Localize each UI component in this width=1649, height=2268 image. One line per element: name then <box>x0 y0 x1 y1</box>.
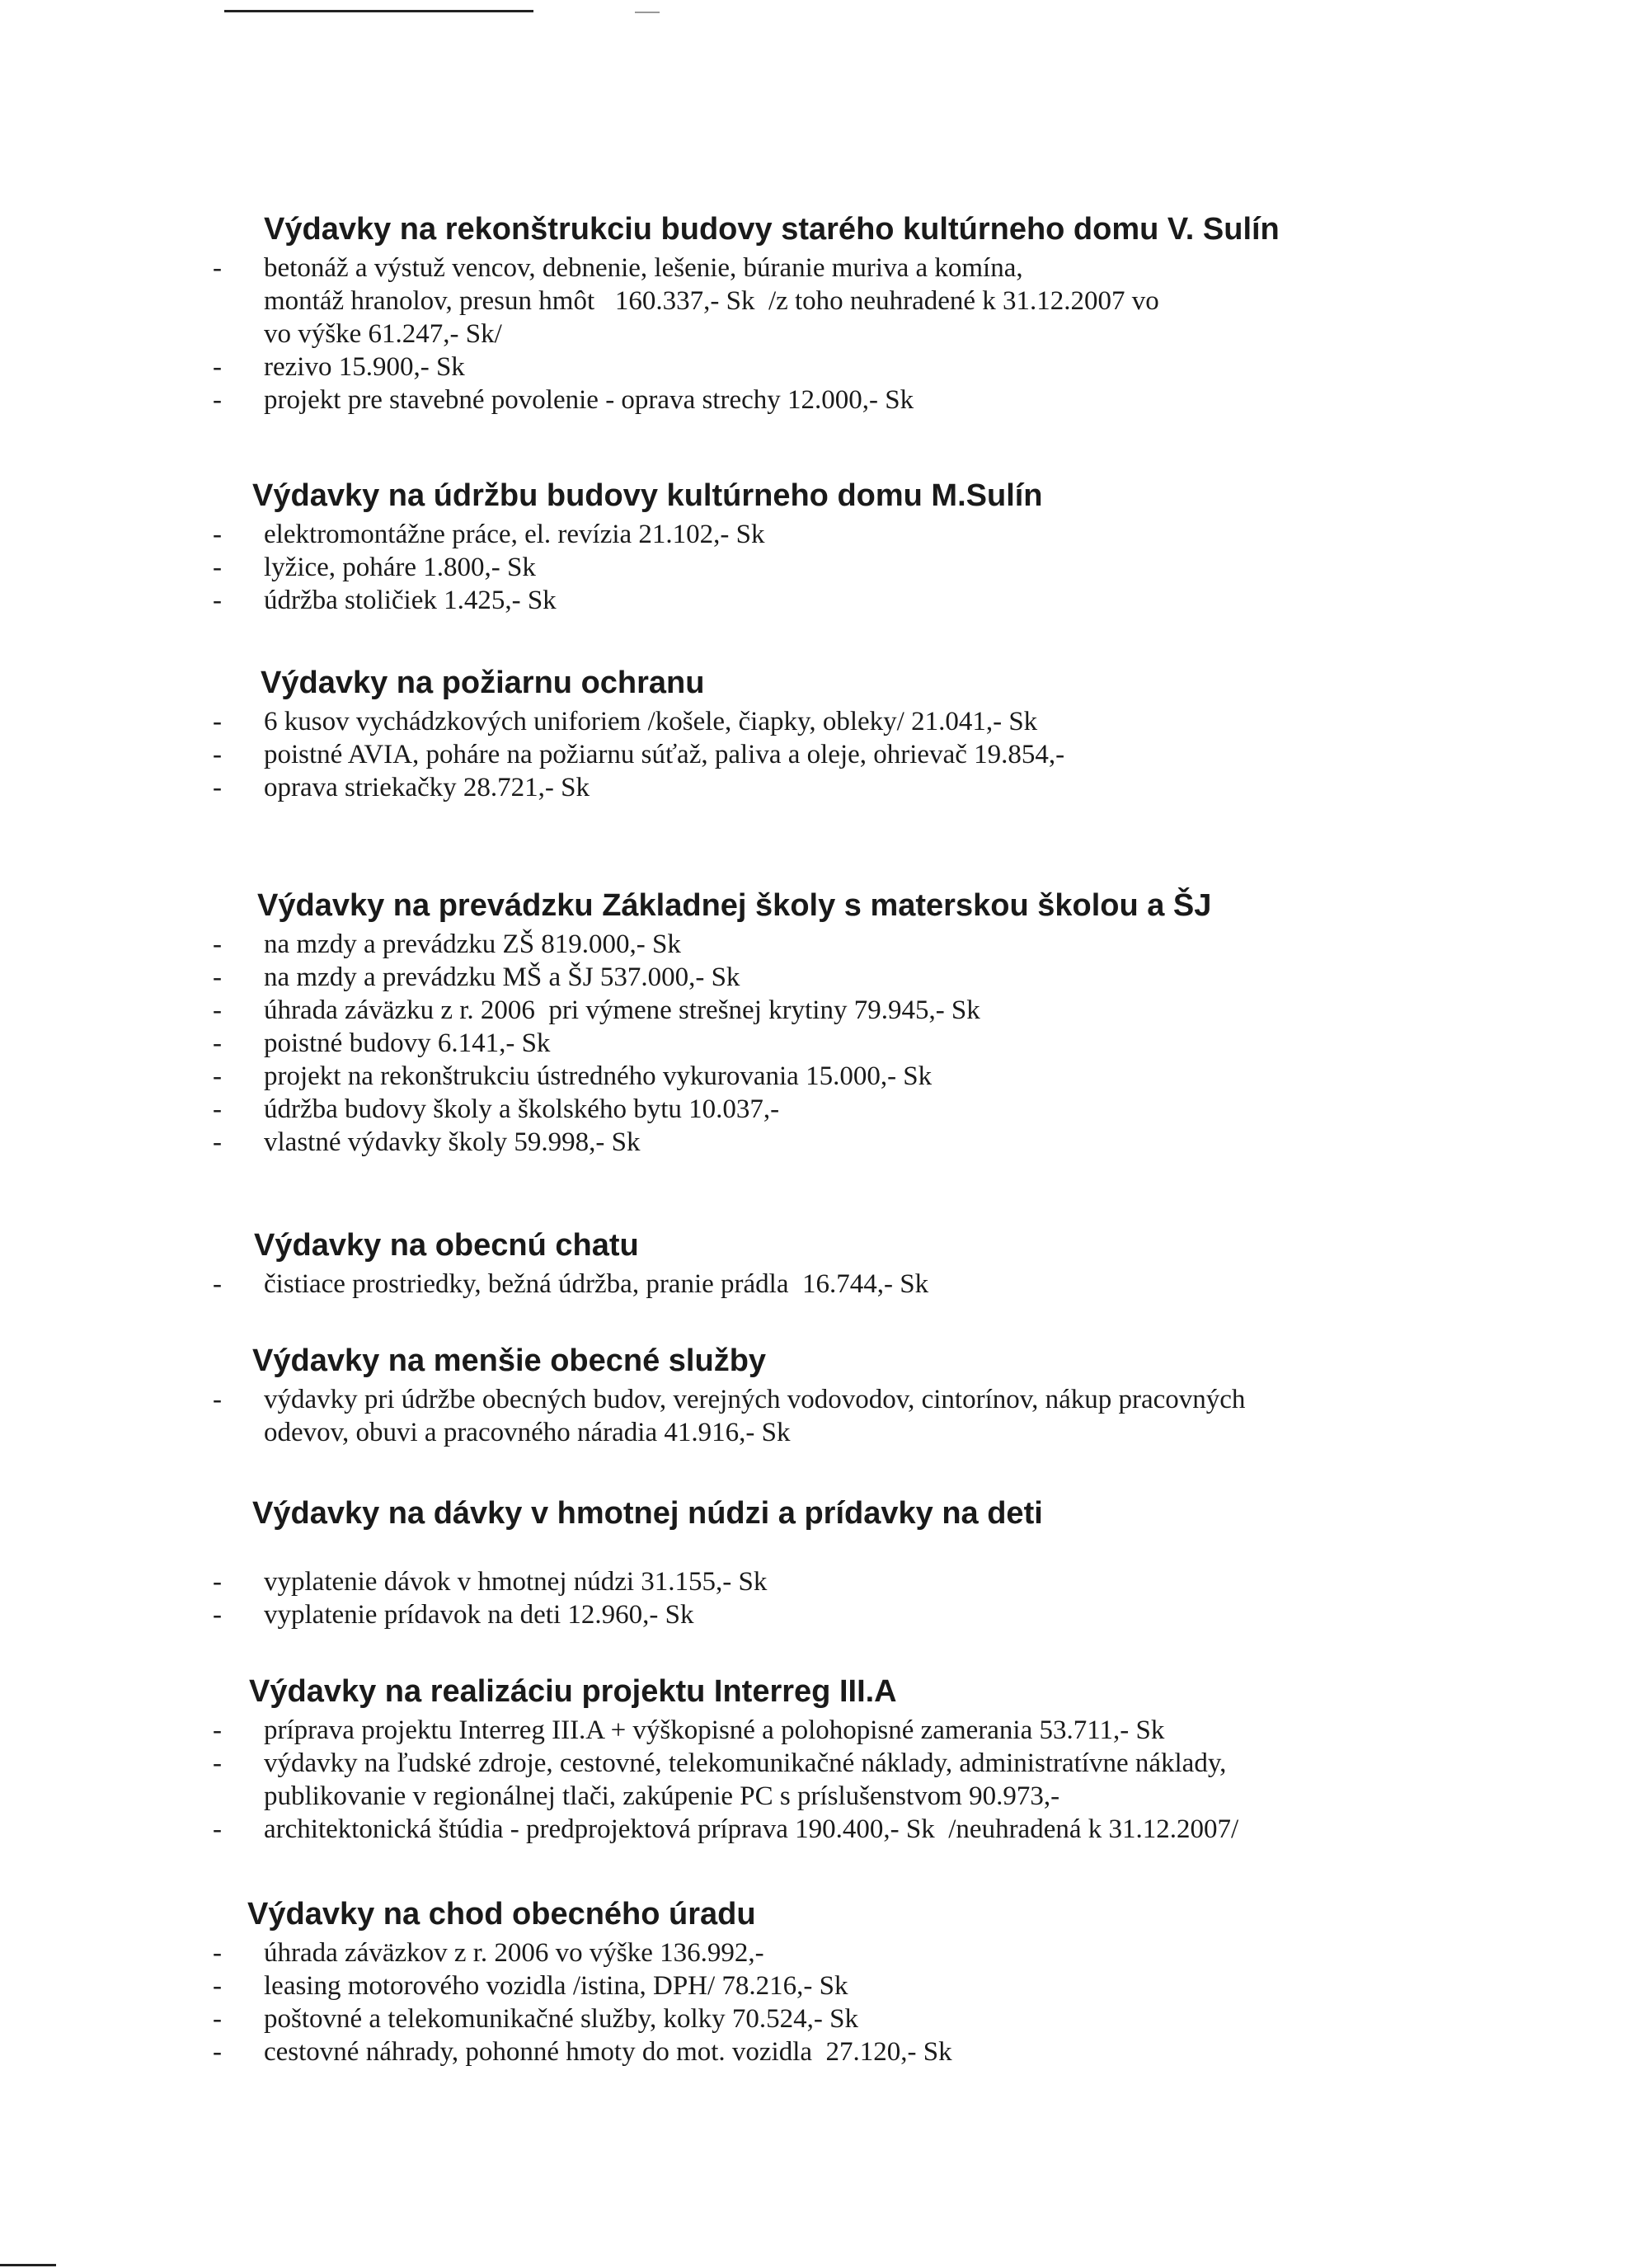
section-heading: Výdavky na prevádzku Základnej školy s materskou školou a ŠJ <box>257 888 1212 923</box>
list-item <box>213 1714 1631 1747</box>
section-welfare-benefits <box>213 1494 1631 1631</box>
item-text: architektonická štúdia - predprojektová príprava 190.400,- Sk /neuhradená k 31.12.2007/ <box>264 1814 1239 1844</box>
item-text: projekt pre stavebné povolenie - oprava strechy 12.000,- Sk <box>264 385 914 415</box>
list-item <box>213 705 1631 738</box>
section-fire-protection <box>213 664 1631 804</box>
item-text: údržba budovy školy a školského bytu 10.037,- <box>264 1094 780 1124</box>
section-minor-services <box>213 1342 1631 1449</box>
list-item <box>213 994 1631 1027</box>
section-heading: Výdavky na rekonštrukciu budovy starého kultúrneho domu V. Sulín <box>264 212 1280 247</box>
item-text: výdavky na ľudské zdroje, cestovné, telekomunikačné náklady, administratívne náklady, publikovanie v regionálnej tlači, zakúpenie PC s príslušenstvom 90.973,- <box>264 1748 1227 1811</box>
list-item <box>213 2002 1631 2035</box>
list-item <box>213 584 1631 617</box>
list-item <box>213 1027 1631 1060</box>
list-item <box>213 1936 1631 1969</box>
item-text: 6 kusov vychádzkových uniforiem /košele, čiapky, obleky/ 21.041,- Sk <box>264 707 1038 736</box>
list-item <box>213 1598 1631 1631</box>
list-item <box>213 1060 1631 1093</box>
list-item <box>213 1093 1631 1126</box>
item-list <box>213 1565 1631 1631</box>
item-text: elektromontážne práce, el. revízia 21.102,- Sk <box>264 520 765 549</box>
top-rule <box>224 10 533 12</box>
bottom-rule <box>0 2264 56 2266</box>
item-text: lyžice, poháre 1.800,- Sk <box>264 553 536 582</box>
item-list <box>213 1714 1631 1846</box>
item-text: na mzdy a prevádzku ZŠ 819.000,- Sk <box>264 929 681 959</box>
section-school-operation <box>213 887 1631 1159</box>
item-list <box>213 518 1631 617</box>
item-text: leasing motorového vozidla /istina, DPH/ 78.216,- Sk <box>264 1971 848 2001</box>
item-text: cestovné náhrady, pohonné hmoty do mot. vozidla 27.120,- Sk <box>264 2037 952 2067</box>
item-text: údržba stoličiek 1.425,- Sk <box>264 586 557 615</box>
list-item <box>213 771 1631 804</box>
item-text: betonáž a výstuž vencov, debnenie, lešenie, búranie muriva a komína, montáž hranolov, presun hmôt 160.337,- Sk /z toho neuhradené k 31.12.2007 vo vo výške 61.247,- Sk/ <box>264 253 1159 349</box>
item-text: poistné AVIA, poháre na požiarnu súťaž, paliva a oleje, ohrievač 19.854,- <box>264 740 1065 769</box>
list-item <box>213 383 1631 416</box>
list-item <box>213 1126 1631 1159</box>
item-list <box>213 1268 1631 1301</box>
section-heading: Výdavky na chod obecného úradu <box>247 1897 756 1932</box>
item-text: výdavky pri údržbe obecných budov, verejných vodovodov, cintorínov, nákup pracovných odevov, obuvi a pracovného náradia 41.916,- Sk <box>264 1385 1246 1447</box>
list-item <box>213 1747 1631 1813</box>
item-list <box>213 1936 1631 2068</box>
item-list <box>213 928 1631 1159</box>
list-item <box>213 252 1631 351</box>
item-text: poistné budovy 6.141,- Sk <box>264 1028 551 1058</box>
item-text: čistiace prostriedky, bežná údržba, pranie prádla 16.744,- Sk <box>264 1269 929 1299</box>
item-text: na mzdy a prevádzku MŠ a ŠJ 537.000,- Sk <box>264 962 740 992</box>
section-heading: Výdavky na obecnú chatu <box>254 1228 639 1263</box>
item-text: poštovné a telekomunikačné služby, kolky 70.524,- Sk <box>264 2004 858 2034</box>
section-heading: Výdavky na údržbu budovy kultúrneho domu M.Sulín <box>252 478 1043 513</box>
item-text: úhrada záväzku z r. 2006 pri výmene strešnej krytiny 79.945,- Sk <box>264 995 980 1025</box>
item-text: vyplatenie dávok v hmotnej núdzi 31.155,- Sk <box>264 1567 768 1597</box>
section-reconstruction-v-sulin <box>213 210 1631 416</box>
section-heading: Výdavky na dávky v hmotnej núdzi a prídavky na deti <box>252 1496 1043 1531</box>
top-rule-fragment <box>635 12 660 13</box>
section-heading: Výdavky na menšie obecné služby <box>252 1343 767 1378</box>
item-list <box>213 252 1631 416</box>
list-item <box>213 961 1631 994</box>
section-maintenance-m-sulin <box>213 477 1631 617</box>
item-text: oprava striekačky 28.721,- Sk <box>264 773 590 802</box>
section-heading: Výdavky na požiarnu ochranu <box>261 666 705 700</box>
list-item <box>213 1268 1631 1301</box>
section-municipal-office <box>213 1895 1631 2068</box>
item-list <box>213 705 1631 804</box>
list-item <box>213 351 1631 383</box>
list-item <box>213 928 1631 961</box>
item-list <box>213 1383 1631 1449</box>
item-text: vyplatenie prídavok na deti 12.960,- Sk <box>264 1600 694 1630</box>
list-item <box>213 1813 1631 1846</box>
list-item <box>213 2035 1631 2068</box>
list-item <box>213 1565 1631 1598</box>
list-item <box>213 738 1631 771</box>
list-item <box>213 518 1631 551</box>
list-item <box>213 551 1631 584</box>
item-text: úhrada záväzkov z r. 2006 vo výške 136.992,- <box>264 1938 764 1968</box>
list-item <box>213 1383 1631 1449</box>
section-heading: Výdavky na realizáciu projektu Interreg III.A <box>249 1674 897 1709</box>
section-municipal-cottage <box>213 1226 1631 1301</box>
item-text: projekt na rekonštrukciu ústredného vykurovania 15.000,- Sk <box>264 1061 933 1091</box>
item-text: vlastné výdavky školy 59.998,- Sk <box>264 1127 641 1157</box>
item-text: rezivo 15.900,- Sk <box>264 352 465 382</box>
item-text: príprava projektu Interreg III.A + výškopisné a polohopisné zamerania 53.711,- Sk <box>264 1715 1165 1745</box>
list-item <box>213 1969 1631 2002</box>
section-interreg-project <box>213 1673 1631 1846</box>
